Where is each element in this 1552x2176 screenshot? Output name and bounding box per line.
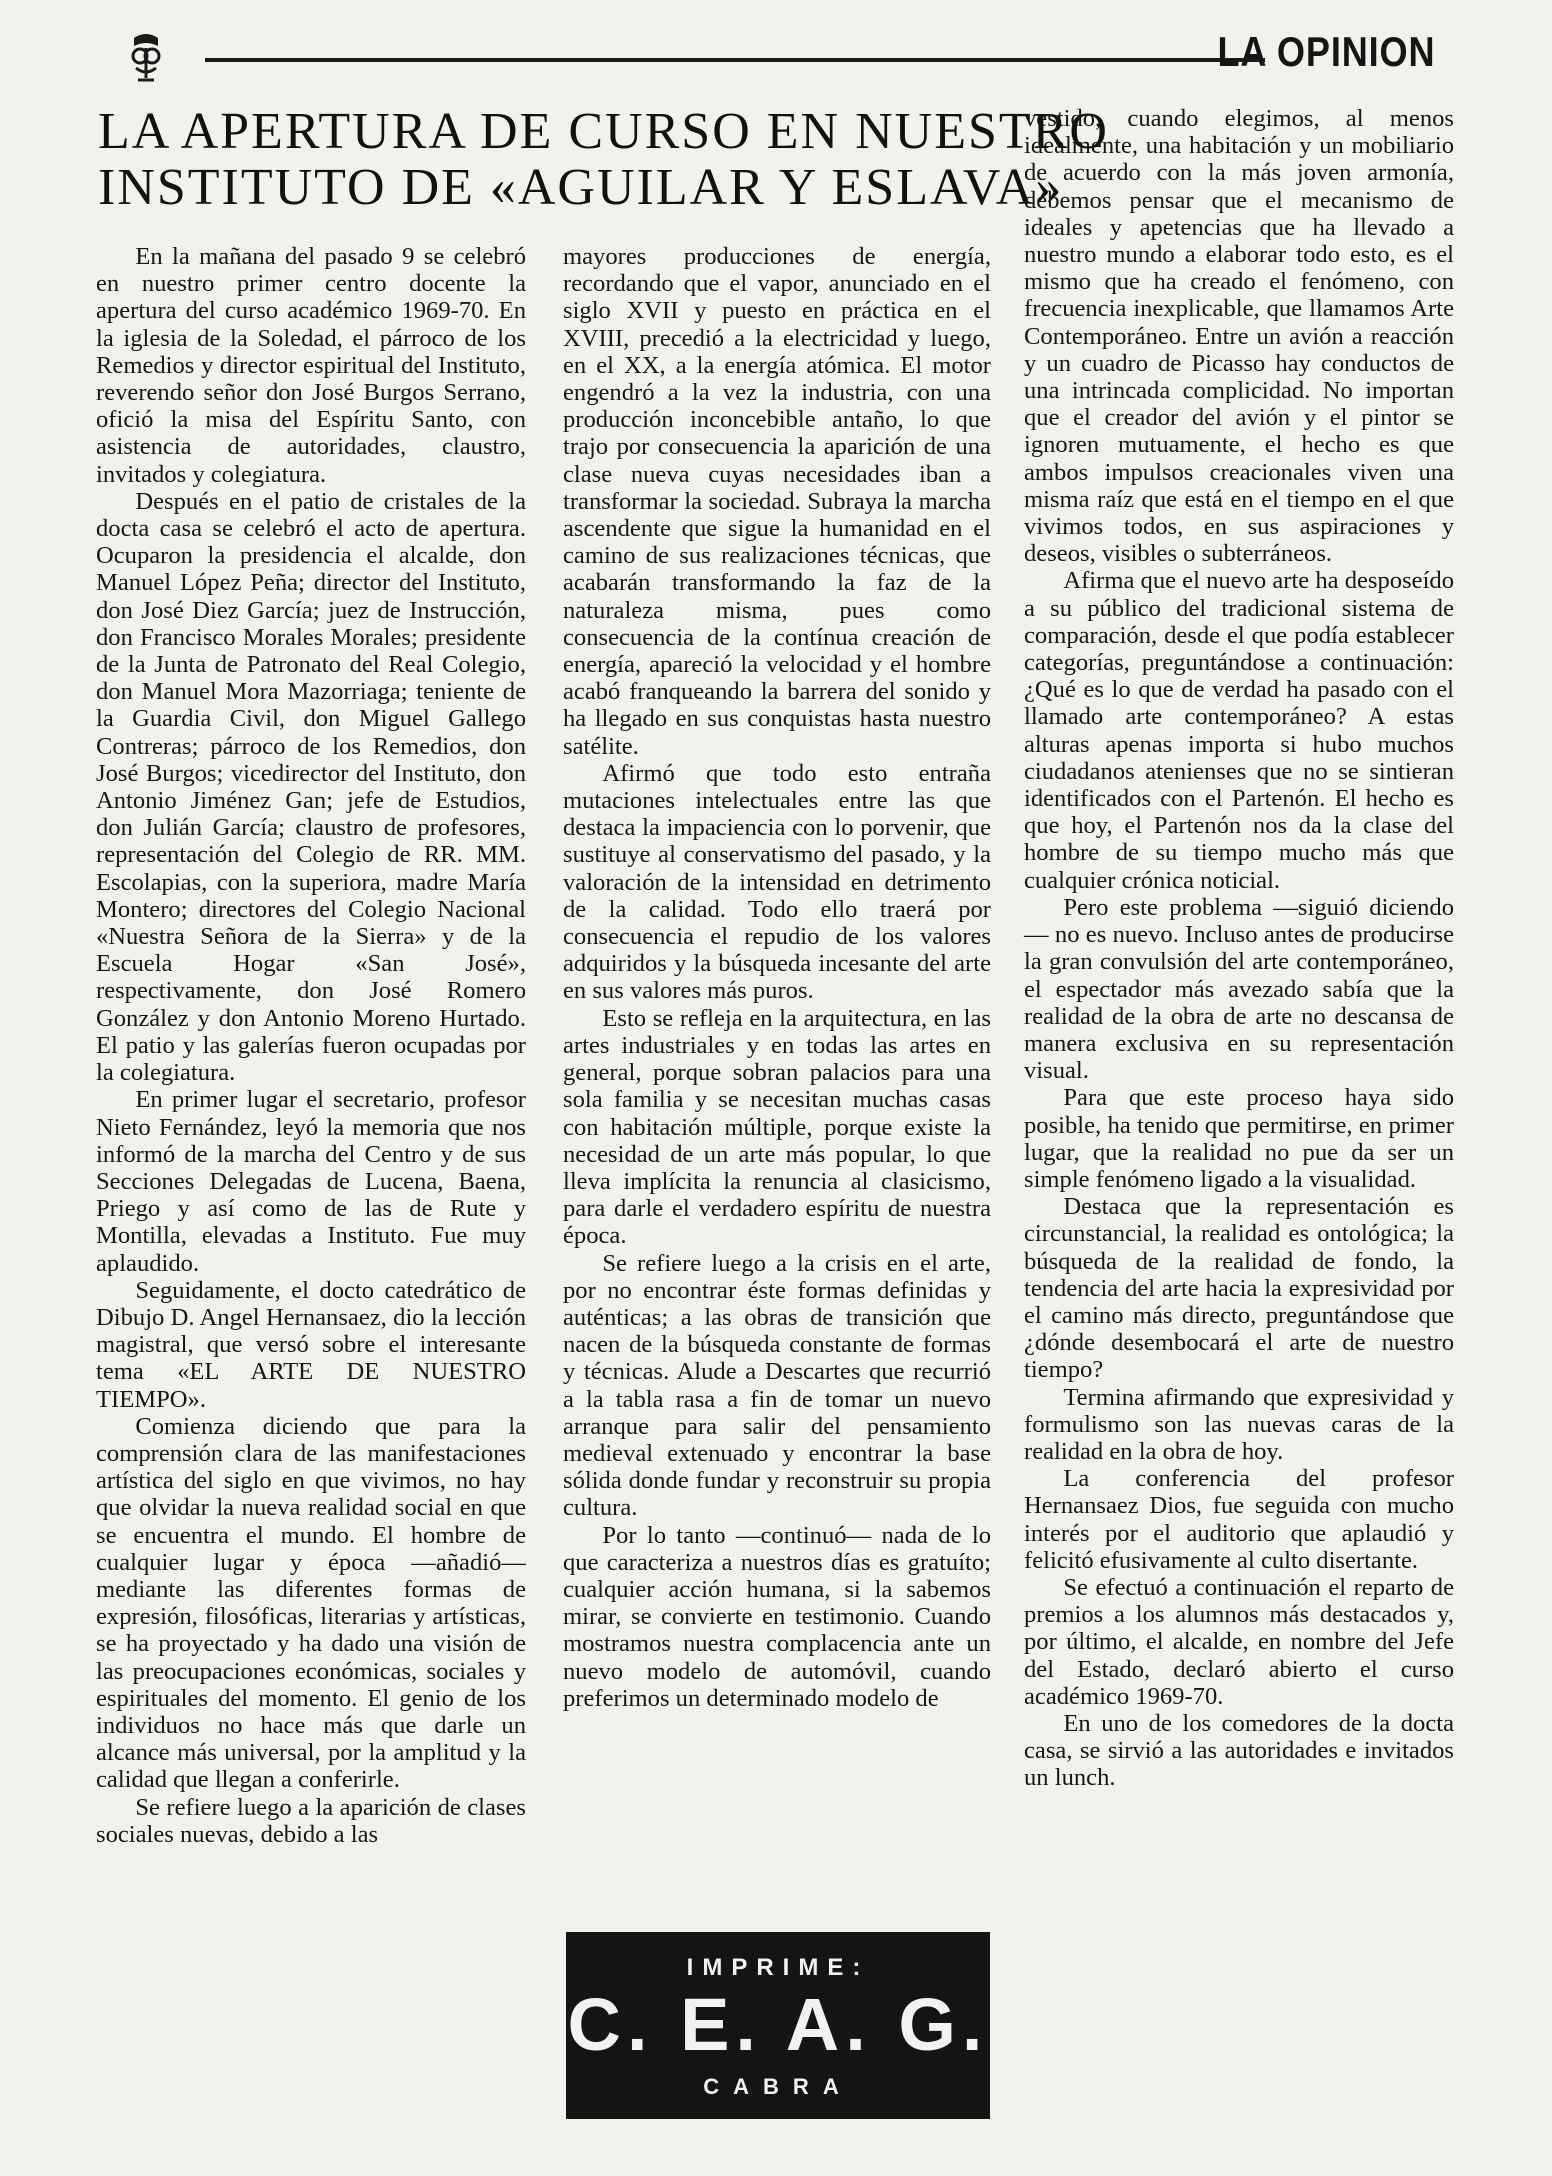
headline-line-2: INSTITUTO DE «AGUILAR Y ESLAVA»: [98, 159, 1064, 216]
paragraph: Se refiere luego a la aparición de clases sociales nuevas, debido a las: [96, 1793, 526, 1848]
paragraph: Pero este problema —siguió diciendo— no es nuevo. Incluso antes de producirse la gran convulsión del arte contemporáneo, el espectador más avezado sabía que la realidad de la obra de arte no descansa de manera exclusiva en su representación visual.: [1024, 893, 1454, 1085]
paragraph: En uno de los comedores de la docta casa, se sirvió a las autoridades e invitados un lunch.: [1024, 1709, 1454, 1792]
article-column-3: [1024, 105, 1454, 1792]
paragraph: Comienza diciendo que para la comprensión clara de las manifestaciones artística del siglo en que vivimos, no hay que olvidar la nueva realidad social en que se encuentra el mundo. El hombre de cualquier lugar y época —añadió— mediante las diferentes formas de expresión, filosóficas, literarias y artísticas, se ha proyectado y ha dado una visión de las preocupaciones económicas, sociales y espirituales del momento. El genio de los individuos no hace más que darle un alcance más universal, por la amplitud y la calidad que llegan a conferirle.: [96, 1412, 526, 1794]
paragraph: Destaca que la representación es circunstancial, la realidad es ontológica; la búsqueda de la realidad de fondo, la tendencia del arte hacia la expresividad por el camino más directo, preguntándose que ¿dónde desembocará el arte de nuestro tiempo?: [1024, 1193, 1454, 1384]
paragraph: Afirma que el nuevo arte ha desposeído a su público del tradicional sistema de comparación, desde el que podía establecer categorías, preguntándose a continuación: ¿Qué es lo que de verdad ha pasado con el llamado arte contemporáneo? A estas alturas apenas importa si hubo muchos ciudadanos atenienses que no se sintieran identificados con el Partenón. El hecho es que hoy, el Partenón nos da la clase del hombre de su tiempo mucho más que cualquier crónica noticial.: [1024, 567, 1454, 894]
paragraph: vestido, cuando elegimos, al menos idealmente, una habitación y un mobiliario de acuerdo con la más joven armonía, debemos pensar que el mecanismo de ideales y apetencias que ha llevado a nuestro mundo a elaborar todo esto, es el mismo que ha creado el fenómeno, con frecuencia inexplicable, que llamamos Arte Contemporáneo. Entre un avión a reacción y un cuadro de Picasso hay conductos de una intrincada complicidad. No importan que el creador del avión y el pintor se ignoren mutuamente, el hecho es que ambos impulsos creacionales viven una misma raíz que está en el tiempo en el que vivimos todos, en sus aspiraciones y deseos, visibles o subterráneos.: [1024, 105, 1454, 568]
article-headline: [98, 103, 1109, 216]
article-column-2: [563, 243, 991, 1712]
article-column-1: [96, 243, 526, 1848]
paragraph: Esto se refleja en la arquitectura, en las artes industriales y en todas las artes en general, porque sobran palacios para una sola familia y se necesitan muchas casas con habitación múltiple, porque existe la necesidad de un arte más popular, lo que lleva implícita la renuncia al clasicismo, para darle el verdadero espíritu de nuestra época.: [563, 1004, 991, 1250]
paragraph: Después en el patio de cristales de la docta casa se celebró el acto de apertura. Ocuparon la presidencia el alcalde, don Manuel López Peña; director del Instituto, don José Diez García; juez de Instrucción, don Francisco Morales Morales; presidente de la Junta de Patronato del Real Colegio, don Manuel Mora Mazorriaga; teniente de la Guardia Civil, don Miguel Gallego Contreras; párroco de los Remedios, don José Burgos; vicedirector del Instituto, don Antonio Jiménez Gan; jefe de Estudios, don Julián García; claustro de profesores, representación del Colegio de RR. MM. Escolapias, con la superiora, madre María Montero; directores del Colegio Nacional «Nuestra Señora de la Sierra» y de la Escuela Hogar «San José», respectivamente, don José Romero González y don Antonio Moreno Hurtado. El patio y las galerías fueron ocupadas por la colegiatura.: [96, 487, 526, 1087]
paragraph: Por lo tanto —continuó— nada de lo que caracteriza a nuestros días es gratuíto; cualquier acción humana, si la sabemos mirar, se convierte en testimonio. Cuando mostramos nuestra complacencia ante un nuevo modelo de automóvil, cuando preferimos un determinado modelo de: [563, 1521, 991, 1712]
page-header: [100, 28, 1435, 88]
paragraph: Se refiere luego a la crisis en el arte, por no encontrar éste formas definidas y auténticas; a las obras de transición que nacen de la búsqueda constante de formas y técnicas. Alude a Descartes que recurrió a la tabla rasa a fin de tomar un nuevo arranque para salir del pensamiento medieval extenuado y encontrar la base sólida donde fundar y reconstruir su propia cultura.: [563, 1249, 991, 1522]
paragraph: Seguidamente, el docto catedrático de Dibujo D. Angel Hernansaez, dio la lección magistral, que versó sobre el interesante tema «EL ARTE DE NUESTRO TIEMPO».: [96, 1276, 526, 1413]
paragraph: mayores producciones de energía, recordando que el vapor, anunciado en el siglo XVII y puesto en práctica en el XVIII, precedió a la electricidad y luego, en el XX, a la energía atómica. El motor engendró a la vez la industria, con una producción inconcebible antaño, lo que trajo por consecuencia la aparición de una clase nueva cuyas necesidades iban a transformar la sociedad. Subraya la marcha ascendente que sigue la humanidad en el camino de sus realizaciones técnicas, que acabarán transformando la faz de la naturaleza misma, pues como consecuencia de la contínua creación de energía, apareció la velocidad y el hombre acabó franqueando la barrera del sonido y ha llegado en sus conquistas hasta nuestro satélite.: [563, 243, 991, 760]
headline-line-1: LA APERTURA DE CURSO EN NUESTRO: [98, 103, 1109, 160]
ad-line-3: CABRA: [703, 2074, 853, 2099]
paragraph: Afirmó que todo esto entraña mutaciones intelectuales entre las que destaca la impaciencia con lo porvenir, que sustituye al conservatismo del pasado, y la valoración de la intensidad en detrimento de la calidad. Todo ello traerá por consecuencia el repudio de los valores adquiridos y la búsqueda incesante del arte en sus valores más puros.: [563, 759, 991, 1005]
crest-logo-icon: [126, 32, 166, 84]
ad-line-1: IMPRIME:: [686, 1954, 870, 1981]
paragraph: En la mañana del pasado 9 se celebró en nuestro primer centro docente la apertura del curso académico 1969-70. En la iglesia de la Soledad, el párroco de los Remedios y director espiritual del Instituto, reverendo señor don José Burgos Serrano, ofició la misa del Espíritu Santo, con asistencia de autoridades, claustro, invitados y colegiatura.: [96, 243, 526, 488]
paragraph: La conferencia del profesor Hernansaez Dios, fue seguida con mucho interés por el auditorio que aplaudió y felicitó efusivamente al culto disertante.: [1024, 1465, 1454, 1574]
printer-advertisement: [566, 1932, 990, 2119]
paragraph: Termina afirmando que expresividad y formulismo son las nuevas caras de la realidad en la obra de hoy.: [1024, 1383, 1454, 1465]
publication-name: LA OPINION: [1217, 28, 1435, 75]
ad-line-2: C. E. A. G.: [567, 1983, 989, 2066]
paragraph: En primer lugar el secretario, profesor Nieto Fernández, leyó la memoria que nos informó de la marcha del Centro y de sus Secciones Delegadas de Lucena, Baena, Priego y así como de las de Rute y Montilla, elevadas a Instituto. Fue muy aplaudido.: [96, 1086, 526, 1277]
header-rule: [205, 58, 1265, 62]
paragraph: Para que este proceso haya sido posible, ha tenido que permitirse, en primer lugar, que la realidad no pue da ser un simple fenómeno ligado a la visualidad.: [1024, 1084, 1454, 1193]
paragraph: Se efectuó a continuación el reparto de premios a los alumnos más destacados y, por último, el alcalde, en nombre del Jefe del Estado, declaró abierto el curso académico 1969-70.: [1024, 1573, 1454, 1710]
